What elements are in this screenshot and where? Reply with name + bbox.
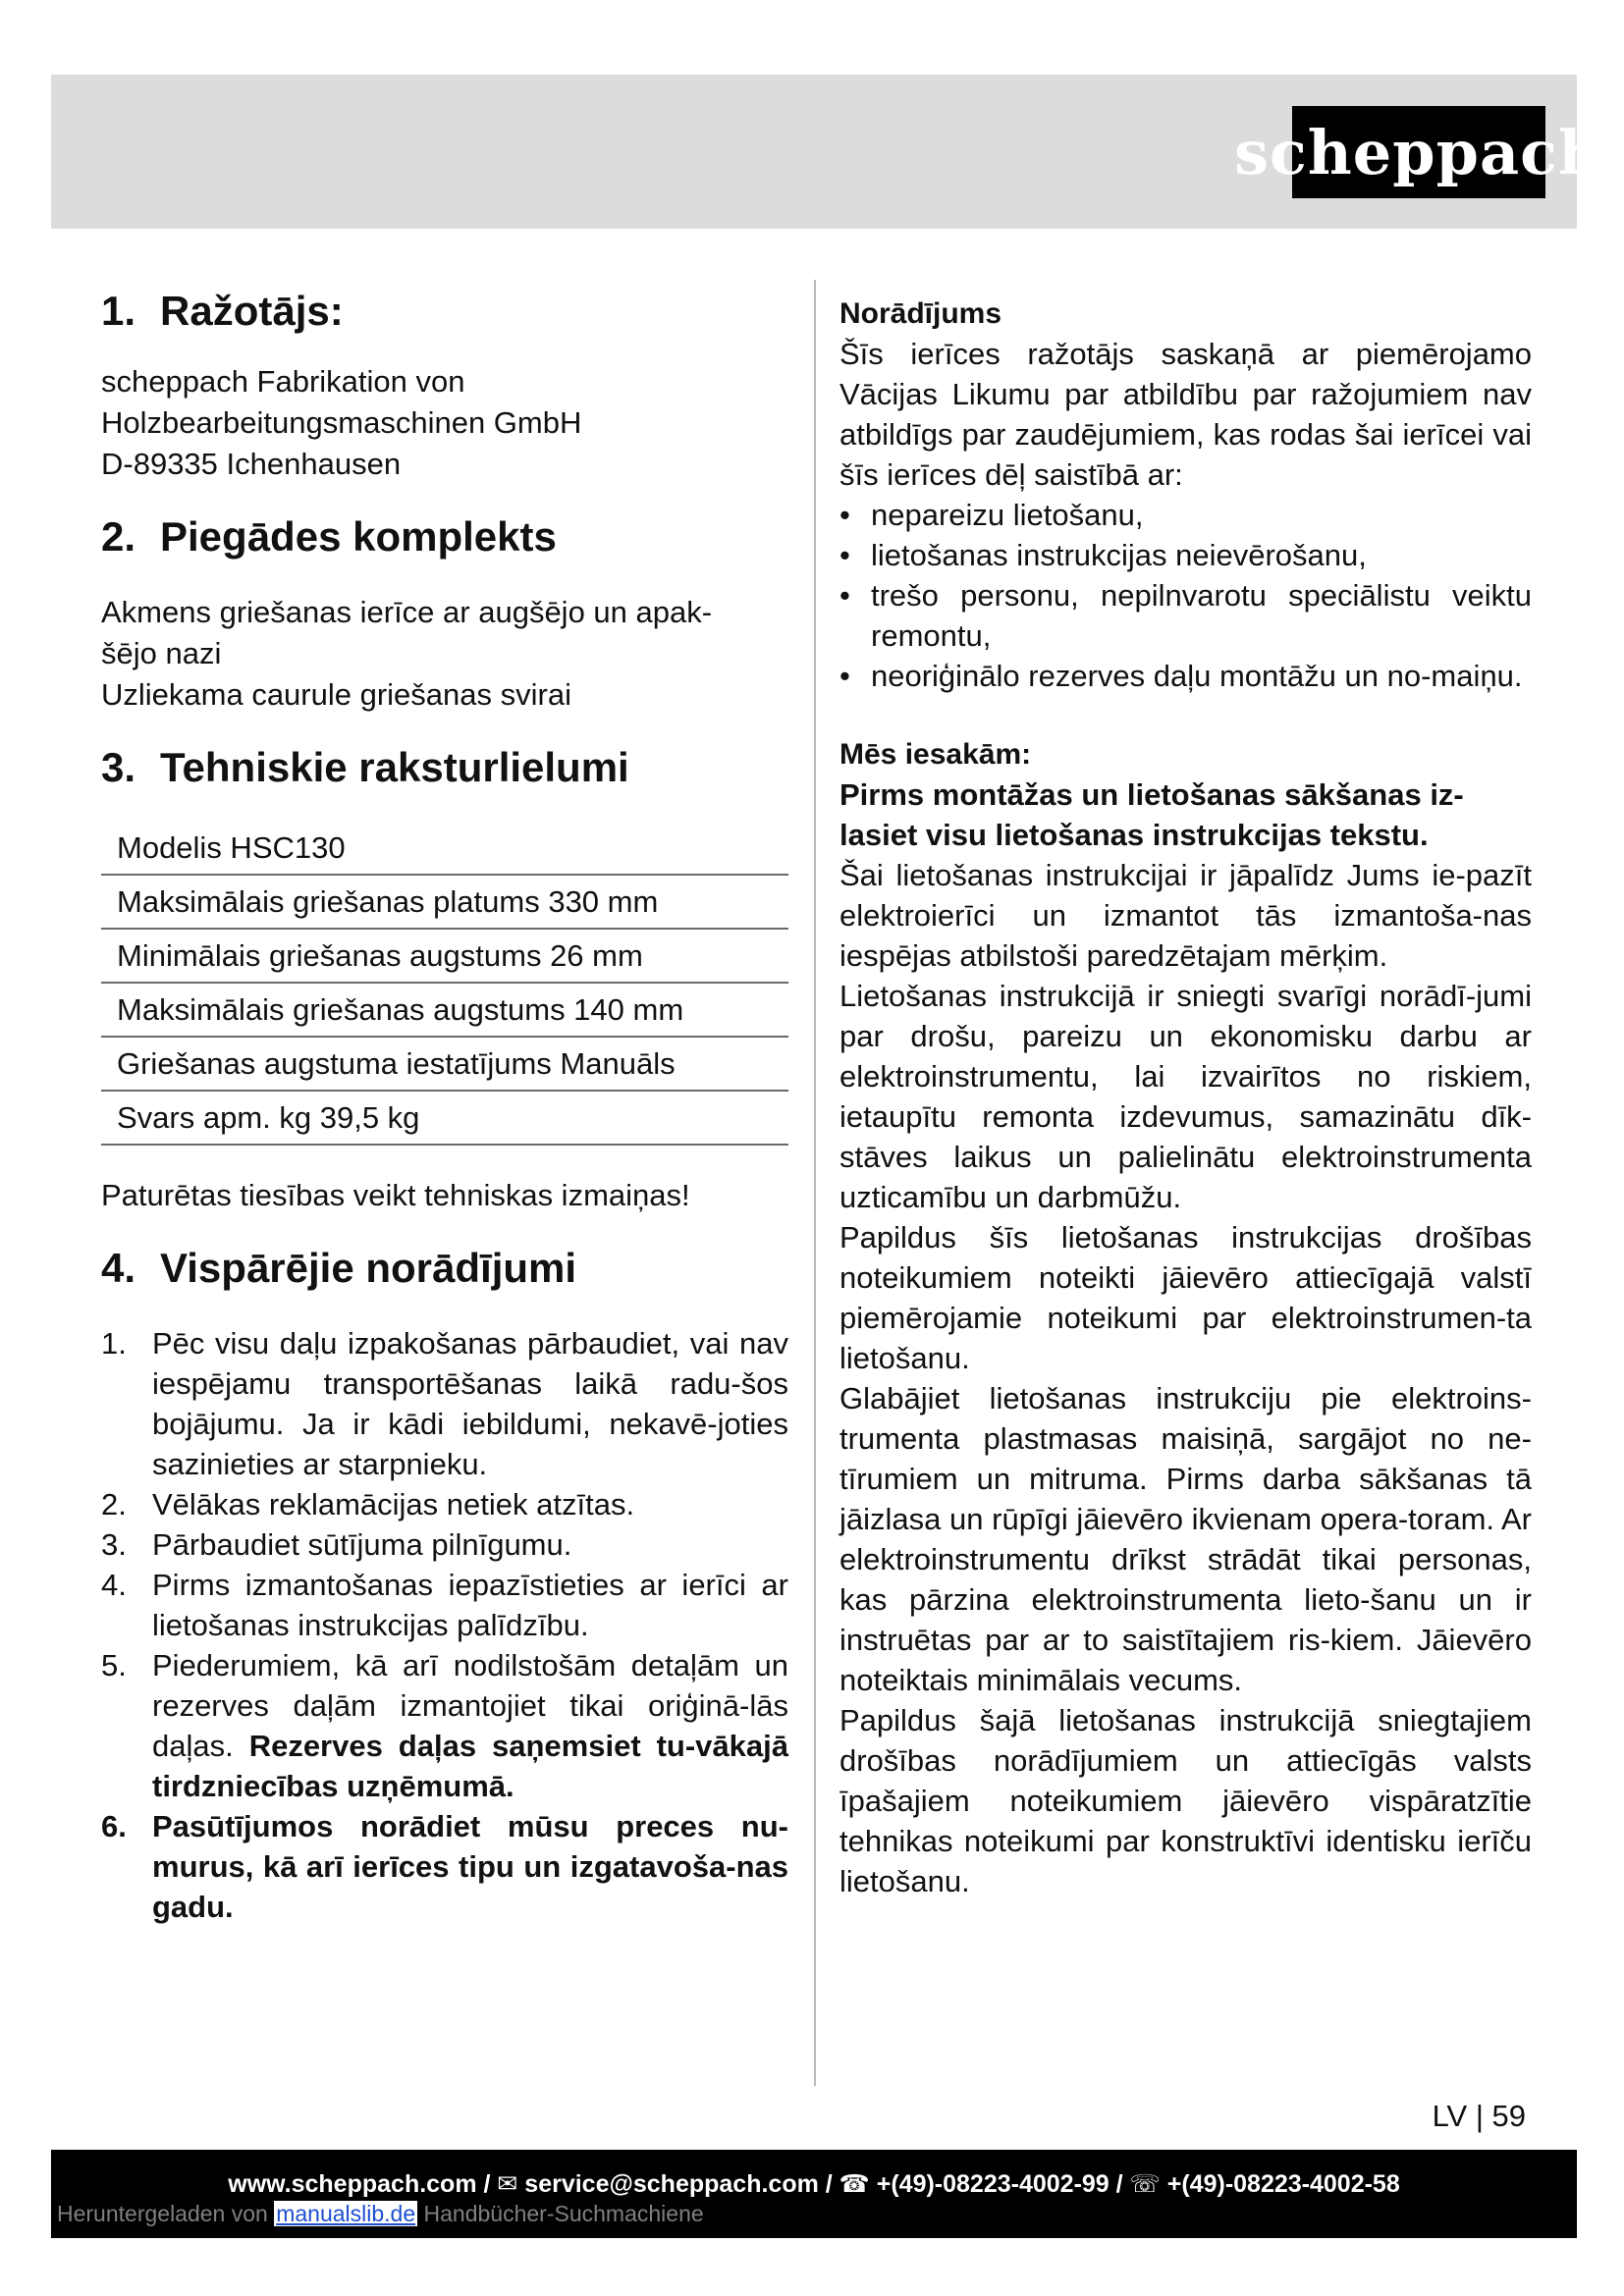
scheppach-logo: scheppach bbox=[1292, 106, 1545, 198]
notice-title: Norādījums bbox=[839, 297, 1002, 330]
paragraph: Papildus šīs lietošanas instrukcijas drošības noteikumiem noteikti jāievēro attiecīgajā valstī piemērojamie noteikumi par elektroinstrumen-ta lietošanu. bbox=[839, 1220, 1532, 1375]
list-item: • lietošanas instrukcijas neievērošanu, bbox=[839, 538, 1367, 572]
delivery-line: Akmens griešanas ierīce ar augšējo un apak- bbox=[101, 594, 713, 629]
notice-text: Šīs ierīces ražotājs saskaņā ar piemērojamo Vācijas Likumu par atbildību par ražojumiem nav atbildīgs par zaudējumiem, kas rodas šai ierīcei vai šīs ierīces dēļ saistībā ar: bbox=[839, 337, 1532, 492]
table-row: Maksimālais griešanas platums 330 mm bbox=[101, 875, 788, 929]
list-item: • neoriģinālo rezerves daļu montāžu un no-maiņu. bbox=[839, 659, 1523, 693]
manufacturer-line: D-89335 Ichenhausen bbox=[101, 447, 402, 482]
delivery-line: Uzliekama caurule griešanas svirai bbox=[101, 676, 571, 712]
recommend-bold: Pirms montāžas un lietošanas sākšanas iz-lasiet visu lietošanas instrukcijas tekstu. bbox=[839, 777, 1464, 852]
download-note: Heruntergeladen von manualslib.de Handbücher-Suchmachiene bbox=[57, 2201, 704, 2226]
recommend-title: Mēs iesakām: bbox=[839, 738, 1032, 771]
table-row: Minimālais griešanas augstums 26 mm bbox=[101, 929, 788, 983]
footer-contact: www.scheppach.com / ✉ service@scheppach.com / ☎ +(49)-08223-4002-99 / ☏ +(49)-08223-4002-58 bbox=[228, 2170, 1400, 2198]
list-item: 2. Vēlākas reklamācijas netiek atzītas. bbox=[101, 1486, 635, 1522]
list-item: 1. Pēc visu daļu izpakošanas pārbaudiet, vai nav iespējamu transportēšanas laikā radu-šos bojājumu. Ja ir kādi iebildumi, nekavē-joties sazinieties ar starpnieku. bbox=[101, 1325, 788, 1481]
section-4-title: 4. Vispārējie norādījumi bbox=[101, 1245, 577, 1292]
paragraph: Šai lietošanas instrukcijai ir jāpalīdz Jums ie-pazīt elektroierīci un izmantot tās izmantoša-nas iespējas atbilstoši paredzētajam mērķim. bbox=[839, 858, 1532, 973]
table-row: Griešanas augstuma iestatījums Manuāls bbox=[101, 1037, 788, 1091]
table-row: Svars apm. kg 39,5 kg bbox=[101, 1091, 788, 1145]
footer-bar bbox=[51, 2150, 1577, 2238]
table-row: Modelis HSC130 bbox=[101, 822, 788, 875]
list-item: 6. Pasūtījumos norādiet mūsu preces nu-murus, kā arī ierīces tipu un izgatavoša-nas gadu. bbox=[101, 1808, 788, 1924]
left-column bbox=[101, 287, 788, 1927]
table-row: Maksimālais griešanas augstums 140 mm bbox=[101, 983, 788, 1037]
page-number: LV | 59 bbox=[1432, 2099, 1526, 2133]
header-band bbox=[51, 75, 1603, 229]
delivery-line: šējo nazi bbox=[101, 635, 222, 670]
list-item: • trešo personu, nepilnvarotu speciālistu veiktu remontu, bbox=[839, 578, 1532, 653]
paragraph: Lietošanas instrukcijā ir sniegti svarīgi norādī-jumi par drošu, pareizu un ekonomisku darbu ar elektroinstrumentu, lai izvairītos no riskiem, ietaupītu remonta izdevumus, samazinātu dīk-stāves laikus un palielinātu elektroinstrumenta uzticamību un darbmūžu. bbox=[839, 979, 1532, 1214]
list-item: 4. Pirms izmantošanas iepazīstieties ar ierīci ar lietošanas instrukcijas palīdzību. bbox=[101, 1567, 788, 1642]
right-column bbox=[839, 294, 1532, 1901]
general-notes-list bbox=[101, 1323, 788, 1927]
specs-table bbox=[101, 822, 788, 1146]
manualslib-link[interactable]: manualslib.de bbox=[276, 2201, 416, 2226]
manufacturer-line: scheppach Fabrikation von bbox=[101, 364, 465, 400]
notice-bullets bbox=[839, 495, 1532, 696]
list-item: 3. Pārbaudiet sūtījuma pilnīgumu. bbox=[101, 1526, 572, 1562]
paragraph: Papildus šajā lietošanas instrukcijā sniegtajiem drošības norādījumiem un attiecīgās valsts īpašajiem noteikumiem jāievēro vispāratzītie tehnikas noteikumi par konstruktīvi identisku ierīču lietošanu. bbox=[839, 1703, 1532, 1898]
technical-changes-note: Paturētas tiesības veikt tehniskas izmaiņas! bbox=[101, 1178, 690, 1213]
paragraph: Glabājiet lietošanas instrukciju pie elektroins-trumenta plastmasas maisiņā, sargājot no ne-tīrumiem un mitruma. Pirms darba sākšanas tā jāizlasa un rūpīgi jāievēro ikvienam opera-toram. Ar elektroinstrumentu drīkst strādāt tikai personas, kas pārzina elektroinstrumenta lieto-šanu un ir instruētas par ar to saistītajiem ris-kiem. Jāievēro noteiktais minimālais vecums. bbox=[839, 1381, 1532, 1697]
list-item: • nepareizu lietošanu, bbox=[839, 498, 1144, 532]
list-item: 5. Piederumiem, kā arī nodilstošām detaļām un rezerves daļām izmantojiet tikai oriģinā-lās daļas. Rezerves daļas saņemsiet tu-vākajā tirdzniecības uzņēmumā. bbox=[101, 1647, 788, 1803]
column-divider bbox=[814, 280, 816, 2086]
section-3-title: 3. Tehniskie raksturlielumi bbox=[101, 743, 629, 790]
manufacturer-line: Holzbearbeitungsmaschinen GmbH bbox=[101, 405, 582, 441]
section-2-title: 2. Piegādes komplekts bbox=[101, 513, 557, 561]
section-1-title: 1. Ražotājs: bbox=[101, 288, 344, 334]
